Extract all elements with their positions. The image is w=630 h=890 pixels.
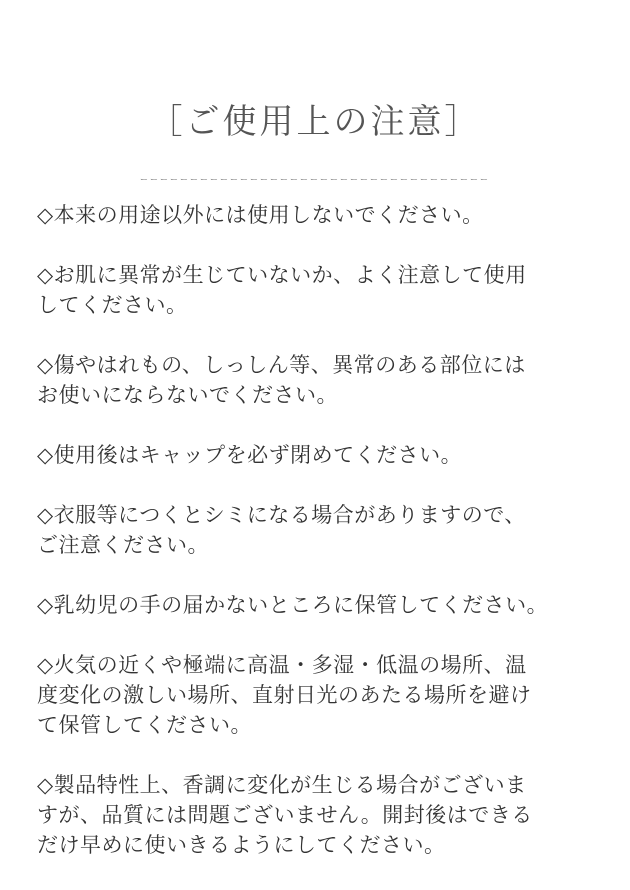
caution-note-6 — [37, 590, 607, 620]
note-line: て保管してください。 — [37, 713, 252, 737]
note-line: ◇乳幼児の手の届かないところに保管してください。 — [37, 593, 549, 617]
note-line: ◇お肌に異常が生じていないか、よく注意して使用 — [37, 263, 527, 287]
note-line: ◇使用後はキャップを必ず閉めてください。 — [37, 443, 463, 467]
note-line: してください。 — [37, 293, 188, 317]
caution-note-7 — [37, 650, 607, 740]
note-line: お使いにならないでください。 — [37, 383, 338, 407]
note-line: ◇火気の近くや極端に高温・多湿・低温の場所、温 — [37, 653, 527, 677]
note-line: ◇衣服等につくとシミになる場合がありますので、 — [37, 503, 526, 527]
caution-note-5 — [37, 500, 607, 560]
note-line: すが、品質には問題ございません。開封後はできる — [37, 803, 533, 827]
note-line: ◇製品特性上、香調に変化が生じる場合がございま — [37, 773, 527, 797]
note-line: ◇傷やはれもの、しっしん等、異常のある部位には — [37, 353, 526, 377]
caution-note-3 — [37, 350, 607, 410]
note-line: ご注意ください。 — [37, 533, 209, 557]
page-title: ［ご使用上の注意］ — [148, 102, 482, 142]
caution-notes-list — [37, 200, 607, 890]
caution-note-8 — [37, 770, 607, 860]
caution-note-4 — [37, 440, 607, 470]
note-line: ◇本来の用途以外には使用しないでください。 — [37, 203, 484, 227]
note-line: だけ早めに使いきるようにしてください。 — [37, 833, 446, 857]
caution-note-2 — [37, 260, 607, 320]
note-line: 度変化の激しい場所、直射日光のあたる場所を避け — [37, 683, 532, 707]
caution-note-1 — [37, 200, 607, 230]
dashed-divider: ーーーーーーーーーーーーーーーーーーーーーーーーーーーーーーーーーーー — [140, 175, 490, 184]
